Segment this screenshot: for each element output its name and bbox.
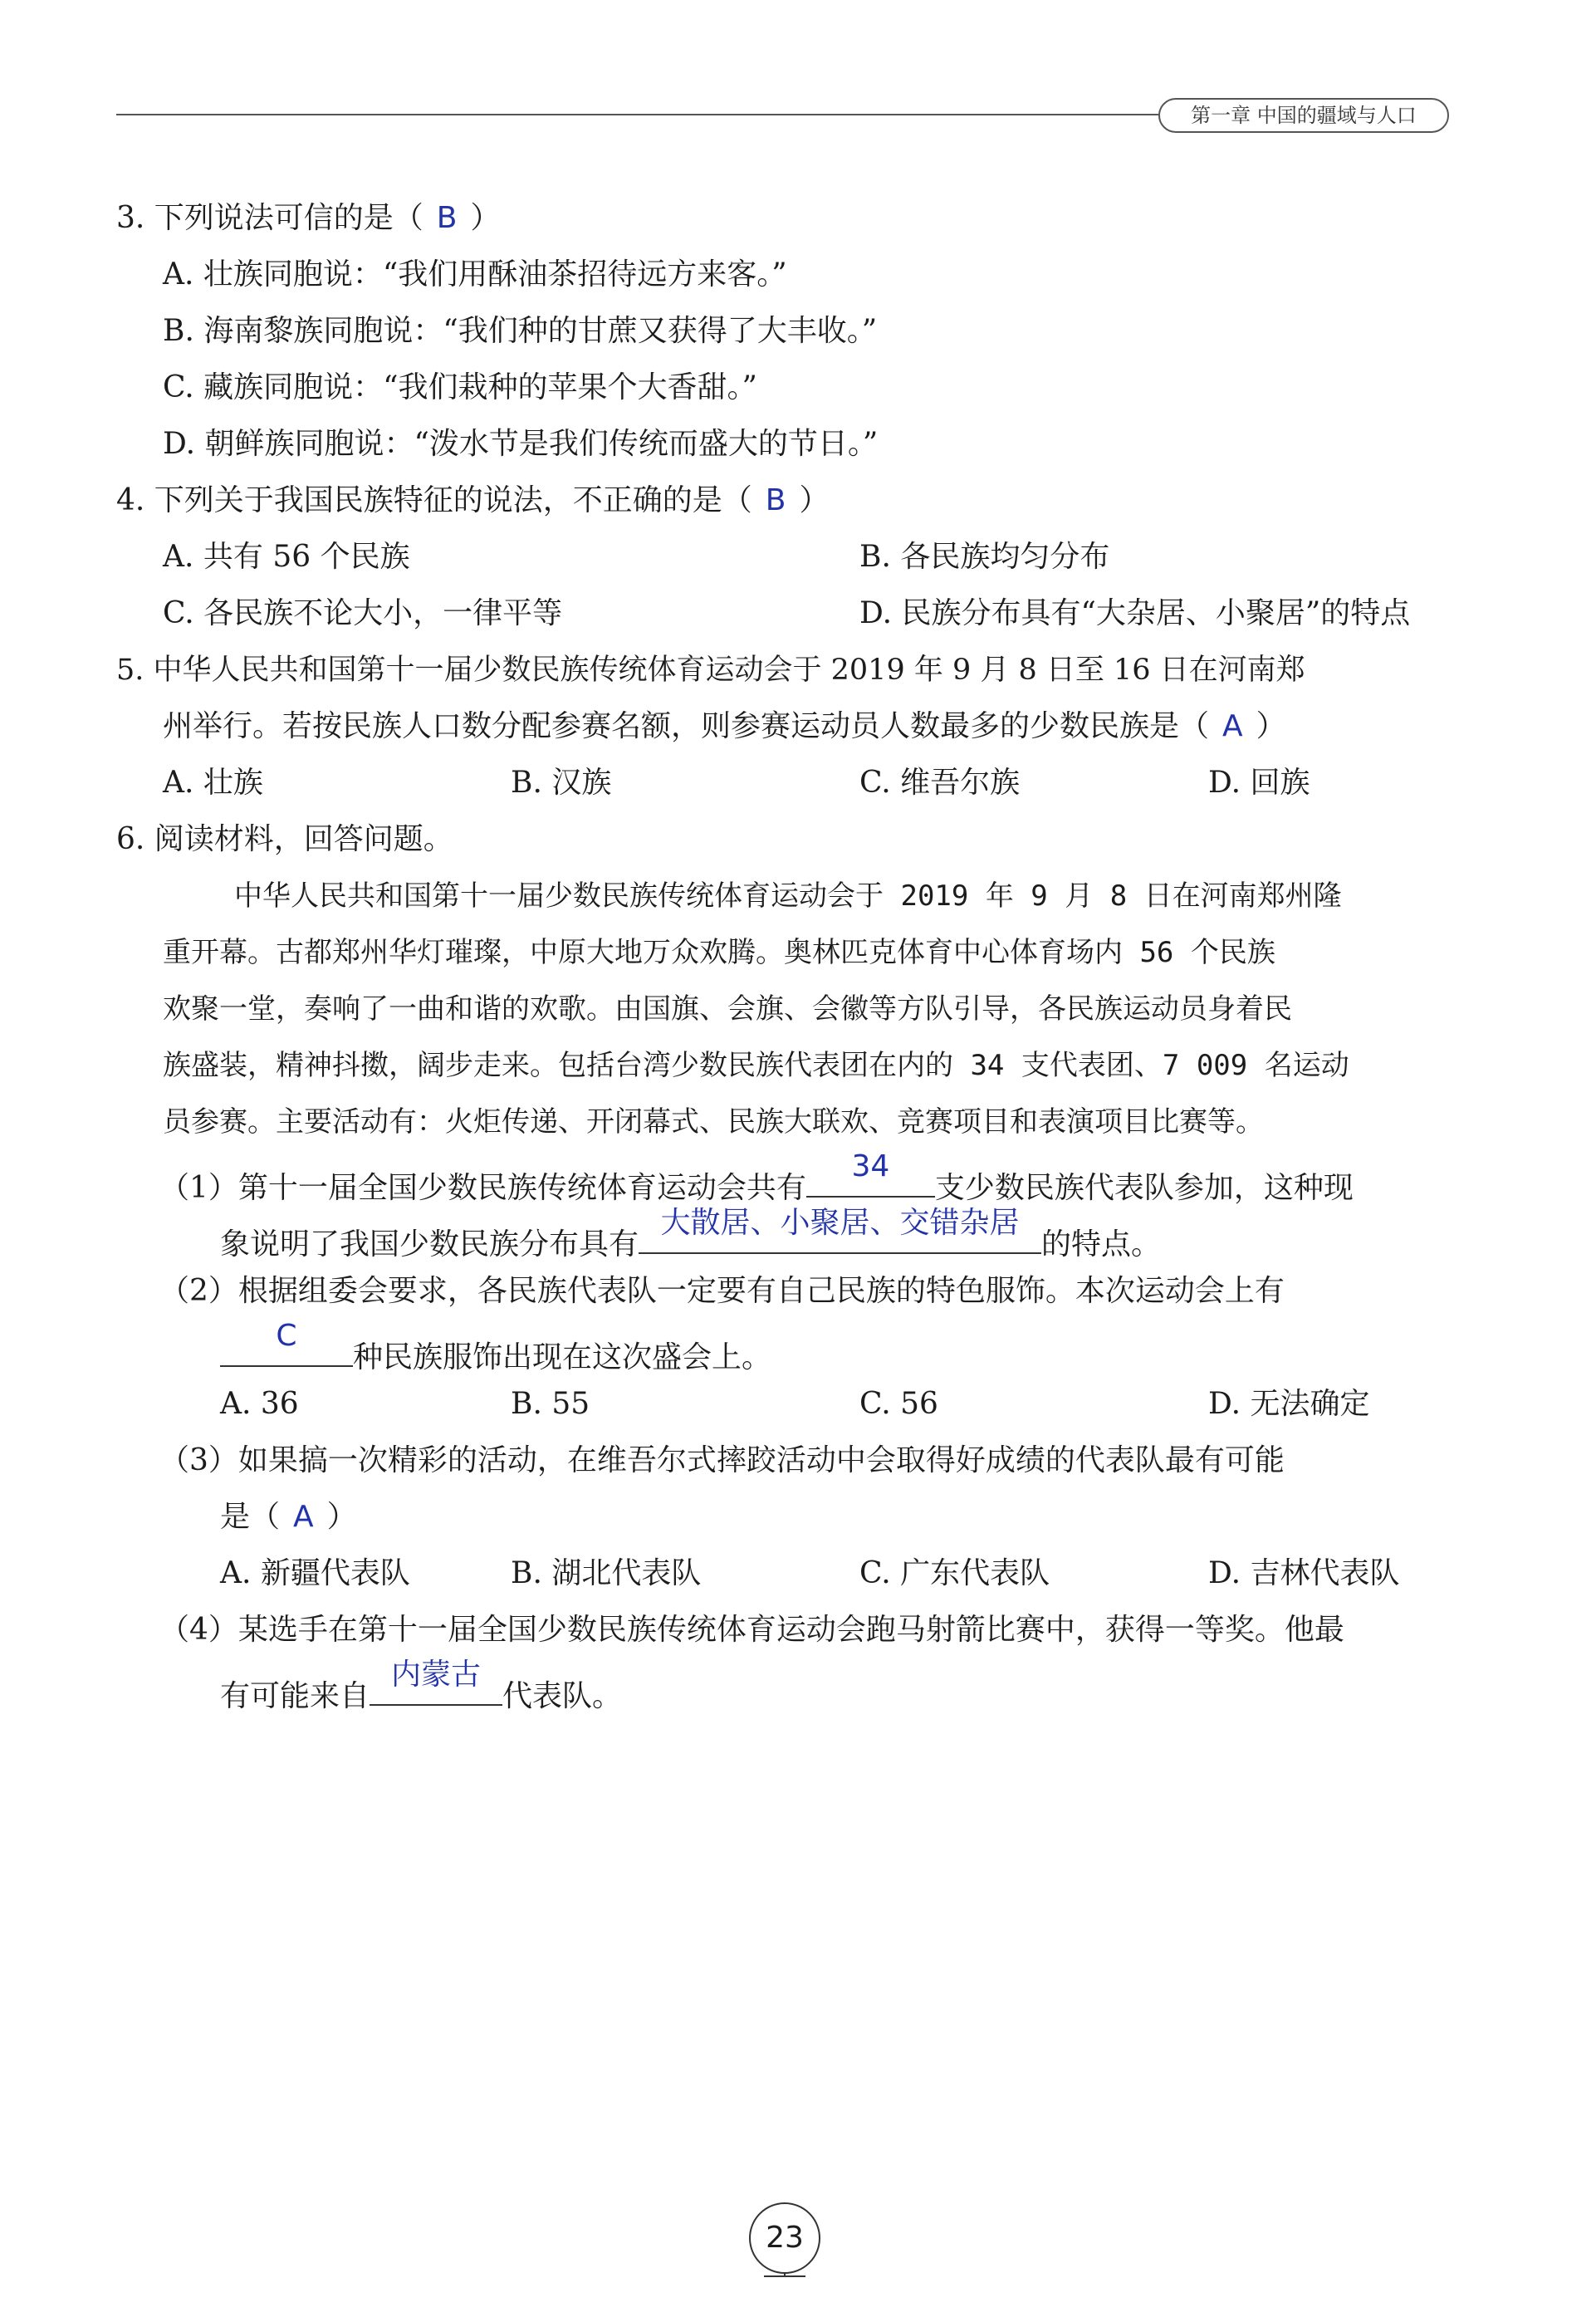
material-line-5: 员参赛。主要活动有：火炬传递、开闭幕式、民族大联欢、竞赛项目和表演项目比赛等。 [163,1105,1264,1139]
subquestion-1-answer-1: 34 [851,1149,890,1183]
subquestion-3-option-c: C. 广东代表队 [859,1556,1050,1590]
header-rule [116,114,1158,115]
subquestion-2-option-b: B. 55 [511,1387,590,1421]
question-5-line-1: 5. 中华人民共和国第十一届少数民族传统体育运动会于 2019 年 9 月 8 日至 16 日在河南郑 [116,654,1305,687]
question-3-answer: B [436,201,458,235]
subquestion-2-answer: C [276,1319,297,1353]
question-5-option-c: C. 维吾尔族 [859,766,1021,800]
subquestion-2-option-a: A. 36 [220,1387,299,1421]
question-5-option-a: A. 壮族 [163,766,263,800]
subquestion-2-blank [220,1319,353,1367]
question-4-answer: B [765,483,786,517]
subquestion-1-line-2: 象说明了我国少数民族分布具有 大散居、小聚居、交错杂居 的特点。 [220,1214,1161,1266]
page-number: 23 [749,2202,820,2274]
subquestion-4-blank [370,1658,502,1706]
subquestion-4-line-2: 有可能来自 内蒙古 代表队。 [220,1666,622,1717]
question-4-option-d: D. 民族分布具有“大杂居、小聚居”的特点 [859,596,1411,630]
subquestion-1-line-1: （1）第十一届全国少数民族传统体育运动会共有 34 支少数民族代表队参加，这种现 [159,1158,1354,1209]
page-number-stand [764,2275,805,2277]
subquestion-4-line-1: （4）某选手在第十一届全国少数民族传统体育运动会跑马射箭比赛中，获得一等奖。他最 [159,1613,1344,1647]
subquestion-2-option-d: D. 无法确定 [1208,1387,1370,1421]
material-line-1: 中华人民共和国第十一届少数民族传统体育运动会于 2019 年 9 月 8 日在河南郑州隆 [234,879,1342,913]
question-3-option-a: A. 壮族同胞说：“我们用酥油茶招待远方来客。” [163,257,787,291]
question-3-stem: 3. 下列说法可信的是（ B ） [116,201,501,235]
question-4-option-b: B. 各民族均匀分布 [859,540,1110,574]
subquestion-4-answer: 内蒙古 [391,1658,482,1692]
subquestion-3-line-2: 是（ A ） [220,1500,357,1534]
material-line-2: 重开幕。古都郑州华灯璀璨，中原大地万众欢腾。奥林匹克体育中心体育场内 56 个民族 [163,936,1275,969]
subquestion-2-line-1: （2）根据组委会要求，各民族代表队一定要有自己民族的特色服饰。本次运动会上有 [159,1274,1285,1308]
subquestion-2-line-2: C 种民族服饰出现在这次盛会上。 [220,1327,771,1379]
subquestion-3-option-b: B. 湖北代表队 [511,1556,702,1590]
question-5-answer: A [1222,709,1243,743]
question-5-option-d: D. 回族 [1208,766,1310,800]
question-6-stem: 6. 阅读材料，回答问题。 [116,822,453,856]
question-4-option-a: A. 共有 56 个民族 [163,540,410,574]
question-3-option-c: C. 藏族同胞说：“我们栽种的苹果个大香甜。” [163,370,757,404]
question-3-option-b: B. 海南黎族同胞说：“我们种的甘蔗又获得了大丰收。” [163,314,878,348]
subquestion-3-line-1: （3）如果搞一次精彩的活动，在维吾尔式摔跤活动中会取得好成绩的代表队最有可能 [159,1443,1285,1477]
question-4-stem: 4. 下列关于我国民族特征的说法，不正确的是（ B ） [116,483,830,517]
question-5-line-2: 州举行。若按民族人口数分配参赛名额，则参赛运动员人数最多的少数民族是（ A ） [163,709,1286,743]
question-5-option-b: B. 汉族 [511,766,612,800]
question-3-option-d: D. 朝鲜族同胞说：“泼水节是我们传统而盛大的节日。” [163,427,879,461]
material-line-4: 族盛装，精神抖擞，阔步走来。包括台湾少数民族代表团在内的 34 支代表团、7 009 名运动 [163,1049,1349,1082]
subquestion-3-answer: A [293,1500,314,1534]
subquestion-1-blank-1 [806,1149,935,1198]
subquestion-3-option-d: D. 吉林代表队 [1208,1556,1400,1590]
subquestion-1-blank-2 [639,1206,1041,1254]
question-4-option-c: C. 各民族不论大小，一律平等 [163,596,563,630]
subquestion-2-option-c: C. 56 [859,1387,938,1421]
chapter-tag: 第一章 中国的疆域与人口 [1158,98,1449,133]
subquestion-1-answer-2: 大散居、小聚居、交错杂居 [660,1206,1020,1240]
subquestion-3-option-a: A. 新疆代表队 [220,1556,410,1590]
material-line-3: 欢聚一堂，奏响了一曲和谐的欢歌。由国旗、会旗、会徽等方队引导，各民族运动员身着民 [163,992,1292,1026]
